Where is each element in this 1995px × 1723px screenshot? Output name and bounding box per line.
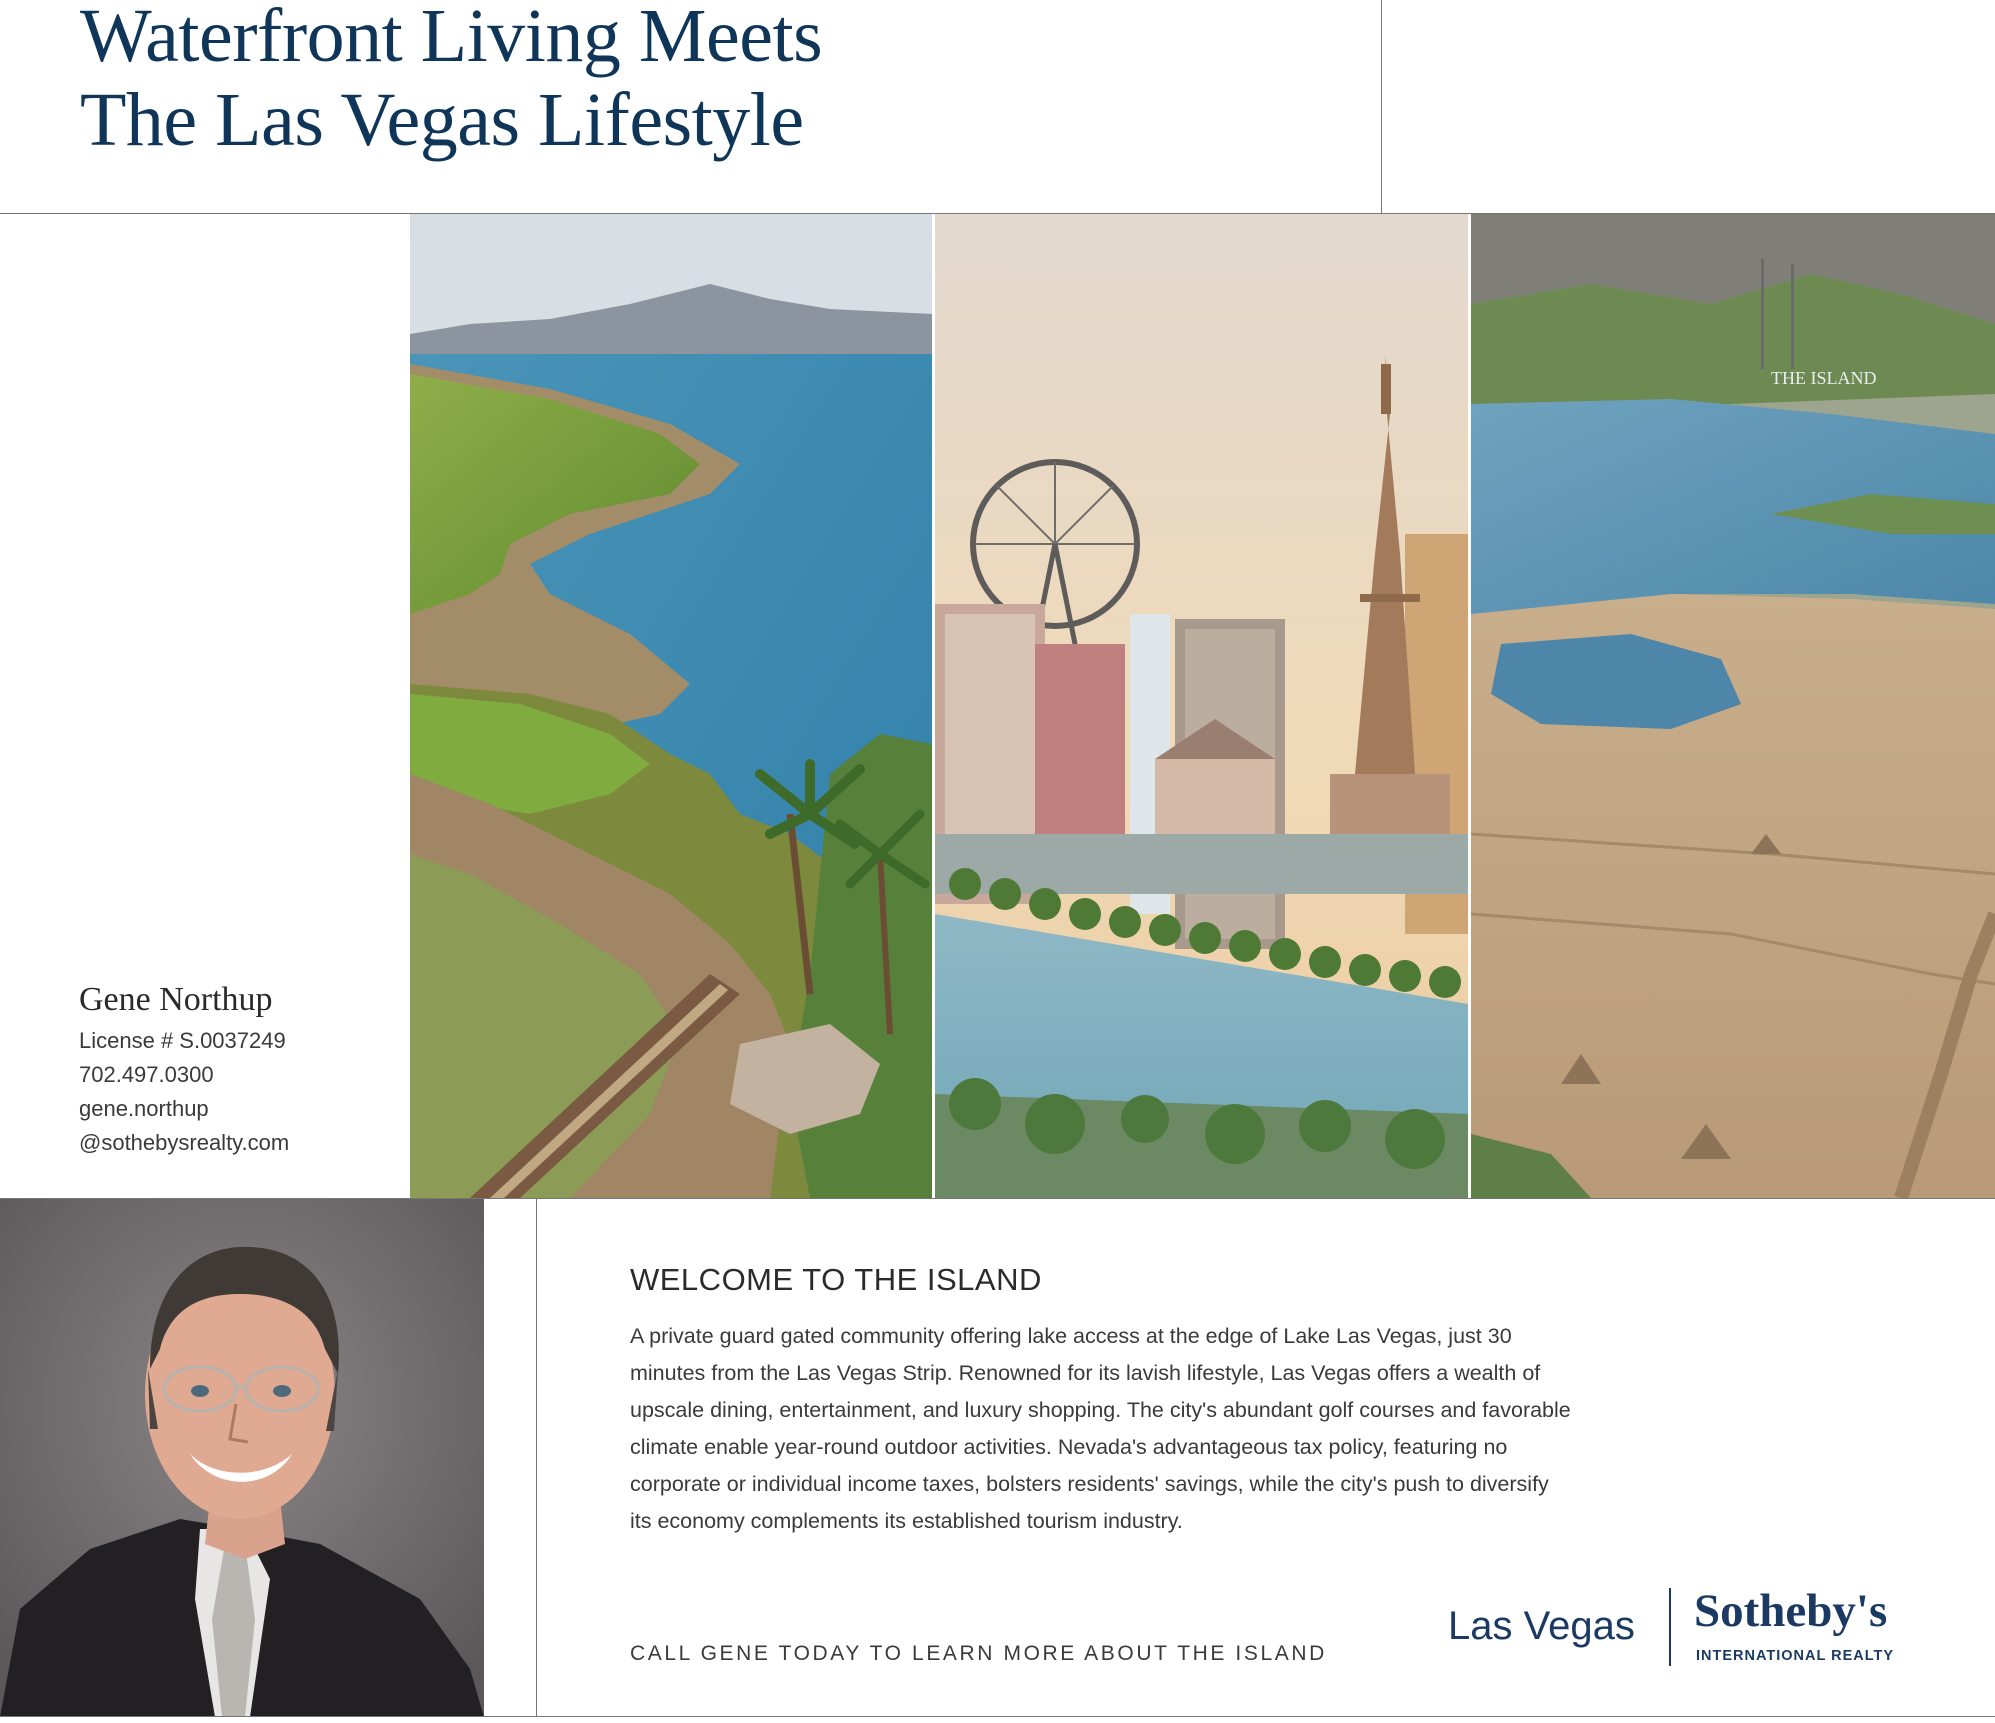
golf-course-lake-photo: [410, 214, 932, 1198]
agent-email-line-1: gene.northup: [79, 1096, 209, 1121]
header-divider-vertical: [1381, 0, 1382, 213]
headline: [80, 0, 822, 162]
logo-brand: Sotheby's: [1694, 1585, 1888, 1637]
welcome-body-line: corporate or individual income taxes, bolsters residents' savings, while the city's push to diversify: [630, 1472, 1549, 1496]
welcome-body-line: climate enable year-round outdoor activities. Nevada's advantageous tax policy, featuring no: [630, 1435, 1508, 1459]
bottom-divider-horizontal: [0, 1716, 1995, 1717]
the-island-aerial-photo: [1471, 214, 1995, 1198]
logo-subtitle: INTERNATIONAL REALTY: [1696, 1648, 1895, 1664]
agent-contact: [79, 980, 399, 1160]
logo-city: Las Vegas: [1448, 1604, 1635, 1648]
portrait-divider-vertical: [536, 1199, 537, 1717]
welcome-body-line: upscale dining, entertainment, and luxury shopping. The city's abundant golf courses and favorable: [630, 1398, 1571, 1422]
agent-license: License # S.0037249: [79, 1028, 286, 1053]
call-to-action: CALL GENE TODAY TO LEARN MORE ABOUT THE ISLAND: [630, 1642, 1327, 1665]
island-sign-text: THE ISLAND: [1771, 368, 1877, 388]
welcome-body-line: minutes from the Las Vegas Strip. Renowned for its lavish lifestyle, Las Vegas offers a wealth of: [630, 1361, 1541, 1385]
welcome-body: [630, 1318, 1650, 1540]
welcome-title: WELCOME TO THE ISLAND: [630, 1262, 1042, 1297]
las-vegas-strip-photo: [935, 214, 1468, 1198]
welcome-body-line: its economy complements its established tourism industry.: [630, 1509, 1183, 1533]
sothebys-logo: [1440, 1585, 1920, 1668]
agent-name: Gene Northup: [79, 981, 273, 1018]
agent-phone: 702.497.0300: [79, 1062, 214, 1087]
agent-portrait: [0, 1199, 484, 1717]
logo-divider: [1669, 1588, 1671, 1666]
headline-line-1: Waterfront Living Meets: [80, 0, 823, 78]
agent-email-line-2: @sothebysrealty.com: [79, 1130, 290, 1155]
welcome-body-line: A private guard gated community offering lake access at the edge of Lake Las Vegas, just 30: [630, 1324, 1512, 1348]
headline-line-2: The Las Vegas Lifestyle: [80, 78, 804, 162]
